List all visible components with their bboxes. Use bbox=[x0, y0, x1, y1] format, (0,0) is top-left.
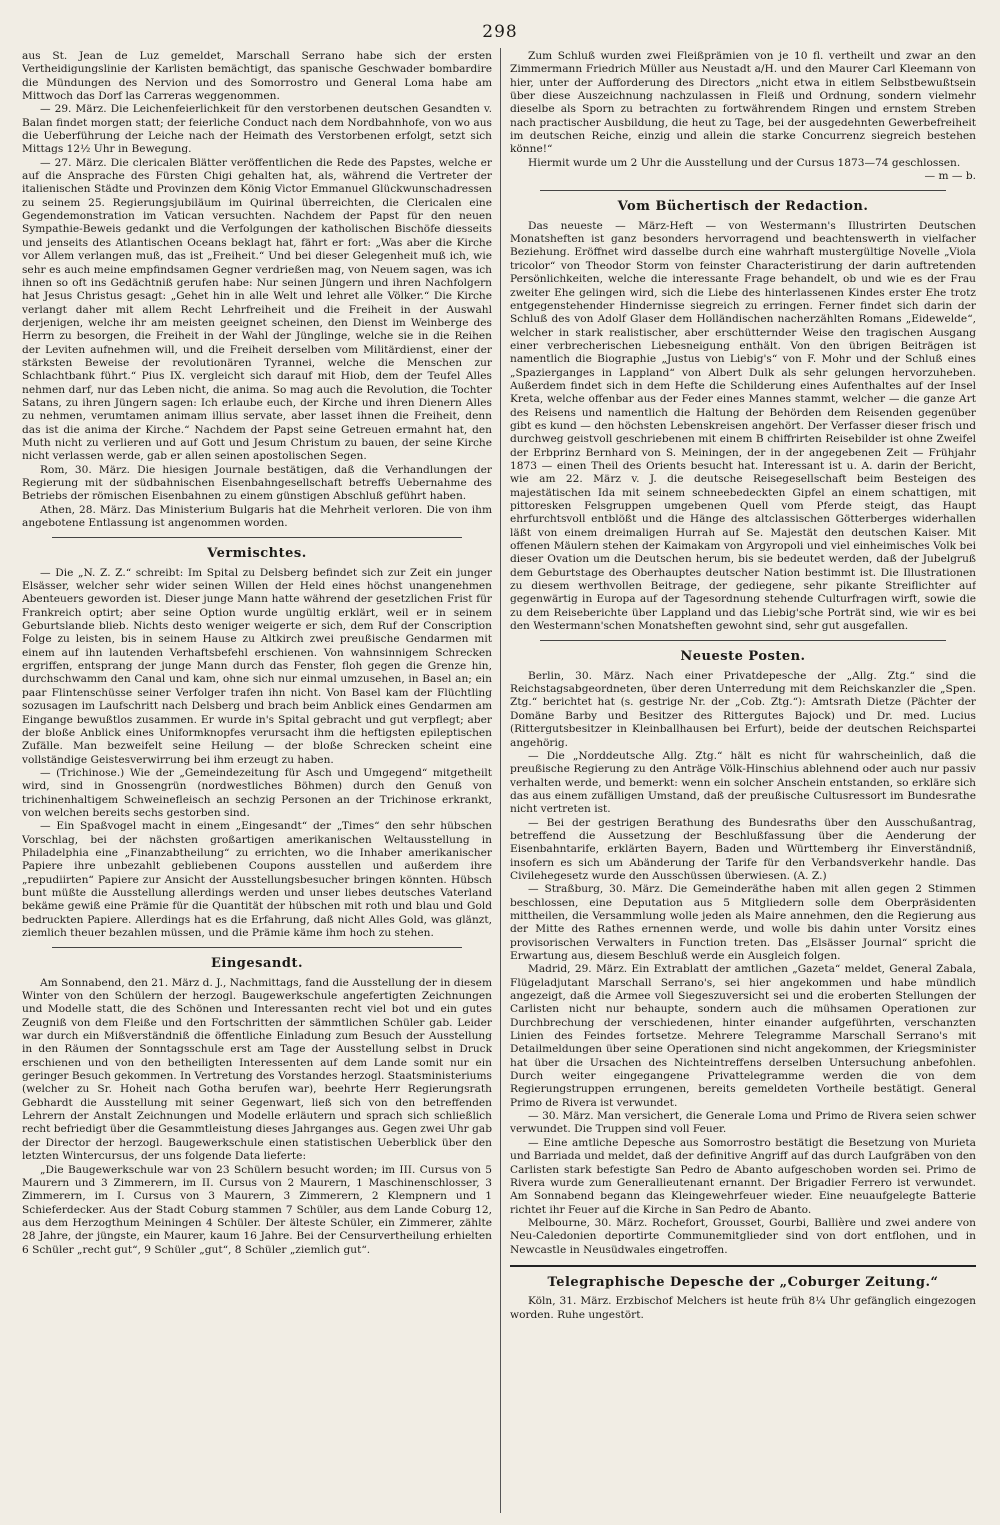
section-heading-vermischtes: Vermischtes. bbox=[207, 546, 307, 562]
article-paragraph: Das neueste — März-Heft — von Westermann's Illustrirten Deutschen Monatsheften ist ganz besonders hervorragend und beachtenswerth in vielfacher Beziehung. Eröffnet wird dasselbe durch eine wahrhaft mustergültige Novelle „Viola tricolor“ von Theodor Storm von feinster Characteristirung der darin auftretenden Persönlichkeiten, welche die interessante Frage behandelt, ob und wie es der Frau zweiter Ehe gelingen wird, sich die Liebe des hinterlassenen Kindes erster Ehe trotz entgegenstehender Hindernisse siegreich zu erringen. Ferner findet sich darin der Schluß des von Adolf Glaser dem Holländischen nacherzählten Romans „Eidewelde“, welcher in stark realistischer, aber erschütternder Weise den tragischen Ausgang einer verbrecherischen Liebesneigung enthält. Von den übrigen Beiträgen ist namentlich die Biographie „Justus von Liebig's“ von F. Mohr und der Schluß eines „Spazierganges in Lappland“ von Albert Dulk als sehr gelungen hervorzuheben. Außerdem findet sich in dem Hefte die Schilderung eines Aufenthaltes auf der Insel Kreta, welche offenbar aus der Feder eines Mannes stammt, welcher — die ganze Art des Reisens und namentlich die Haltung der Behörden dem Reisenden gegenüber gibt es kund — den höchsten Lebenskreisen angehört. Der Verfasser dieser frisch und durchweg geistvoll geschriebenen mit einem B chiffrirten Reisebilder ist ohne Zweifel der Erbprinz Bernhard von S. Meiningen, der in der angegebenen Zeit — Frühjahr 1873 — einen Theil des Orients besucht hat. Interessant ist u. A. darin der Bericht, wie am 22. März v. J. die deutsche Reisegesellschaft beim Besteigen des majestätischen Ida mit seinem schneebedeckten Gipfel an einem schattigen, mit pittoresken Felsgruppen umgebenen Quell vom Pferde steigt, das Haupt ehrfurchtsvoll entblößt und die Hänge des altclassischen Götterberges widerhallen läßt von einem dreimaligen Hurrah auf Se. Majestät den deutschen Kaiser. Mit offenen Mäulern stehen der Kaimakam von Argyropoli und viel einheimisches Volk bei dieser Ovation um die Deutschen herum, bis sie bedeutet werden, daß der Jubelgruß dem Geburtstage des Oberhauptes deutscher Nation bestimmt ist. Die Illustrationen zu diesem werthvollen Beitrage, der gediegene, sehr pikante Streiflichter auf gegenwärtig in Europa auf der Tagesordnung stehende Culturfragen wirft, sowie die zu dem Reiseberichte über Lappland und das Liebig'sche Porträt sind, wie wir es bei den Westermann'schen Monatsheften gewohnt sind, sehr gut ausgefallen. bbox=[510, 219, 976, 633]
left-column bbox=[22, 50, 492, 1512]
article-paragraph: „Die Baugewerkschule war von 23 Schülern besucht worden; im III. Cursus von 5 Maurern und 3 Zimmerern, im II. Cursus von 2 Maurern, 1 Maschinenschlosser, 3 Zimmerern, im I. Cursus von 3 Maurern, 3 Zimmerern, 2 Klempnern und 1 Schieferdecker. Aus der Stadt Coburg stammen 7 Schüler, aus dem Lande Coburg 12, aus dem Herzogthum Meiningen 4 Schüler. Der älteste Schüler, ein Zimmerer, zählte 28 Jahre, der jüngste, ein Maurer, kaum 16 Jahre. Bei der Censurvertheilung erhielten 6 Schüler „recht gut“, 9 Schüler „gut“, 8 Schüler „ziemlich gut“. bbox=[22, 1163, 492, 1256]
column-divider bbox=[500, 48, 501, 1513]
right-column bbox=[510, 50, 976, 1512]
article-paragraph: Am Sonnabend, den 21. März d. J., Nachmittags, fand die Ausstellung der in diesem Winter von den Schülern der herzogl. Baugewerkschule angefertigten Zeichnungen und Modelle statt, die des Schönen und Interessanten recht viel bot und ein gutes Zeugniß von dem Fleiße und den Fortschritten der sämmtlichen Schüler gab. Leider war durch ein Mißverständniß die öffentliche Einladung zum Besuch der Ausstellung in den Räumen der Sonntagsschule erst am Tage der Ausstellung selbst in Druck erschienen und von den betheiligten Interessenten auf dem Lande somit nur ein geringer Besuch gekommen. In Vertretung des Vorstandes herzogl. Staatsministeriums (welcher zu Sr. Hoheit nach Gotha berufen war), beehrte Herr Regierungsrath Gebhardt die Ausstellung mit seiner Gegenwart, ließ sich von den betreffenden Lehrern der Anstalt Zeichnungen und Modelle erläutern und sprach sich schließlich recht befriedigt über die Gesammtleistung dieses Jahrganges aus. Gegen zwei Uhr gab der Director der herzogl. Baugewerkschule einen statistischen Ueberblick über den letzten Wintercursus, der uns folgende Data lieferte: bbox=[22, 976, 492, 1163]
article-paragraph: aus St. Jean de Luz gemeldet, Marschall Serrano habe sich der ersten Vertheidigungslinie der Karlisten bemächtigt, das spanische Geschwader bombardire die Mündungen des Nervion und des Somorrostro und General Loma habe am Mittwoch das Dorf las Carreras weggenommen. bbox=[22, 50, 492, 103]
article-paragraph: Melbourne, 30. März. Rochefort, Grousset, Gourbi, Ballière und zwei andere von Neu-Caledonien deportirte Communemitglieder sind von dort entflohen, und in Newcastle in Neusüdwales eingetroffen. bbox=[510, 1216, 976, 1256]
article-paragraph: — Ein Spaßvogel macht in einem „Eingesandt“ der „Times“ den sehr hübschen Vorschlag, bei der nächsten großartigen amerikanischen Weltausstellung in Philadelphia eine „Finanzabtheilung“ zu errichten, wo die Inhaber amerikanischer Papiere ihre unbezahlt gebliebenen Coupons ausstellen und außerdem ihre „repudiirten“ Papiere zur Ansicht der Ausstellungsbesucher bringen könnten. Hübsch bunt müßte die Ausstellung allerdings werden und unser liebes deutsches Vaterland bekäme gewiß eine Prämie für die Quantität der hübschen mit roth und blau und Gold bedruckten Papiere. Allerdings hat es die Erfahrung, daß nicht Alles Gold, was glänzt, ziemlich theuer bezahlen müssen, und die Prämie käme ihm hoch zu stehen. bbox=[22, 820, 492, 939]
section-rule bbox=[540, 640, 946, 641]
article-paragraph: — (Trichinose.) Wie der „Gemeindezeitung für Asch und Umgegend“ mitgetheilt wird, sind in Gnossengrün (nordwestliches Böhmen) durch den Genuß von trichinenhaltigem Schweinefleisch an sechzig Personen an der Trichinose erkrankt, von welchen bereits sechs gestorben sind. bbox=[22, 766, 492, 819]
page-number: 298 bbox=[482, 22, 518, 42]
article-paragraph: — Eine amtliche Depesche aus Somorrostro bestätigt die Besetzung von Murieta und Barriada und meldet, daß der definitive Angriff auf das durch Laufgräben von den Carlisten stark befestigte San Pedro de Abanto aufgeschoben worden sei. Primo de Rivera wurde zum Generallieutenant ernannt. Der Brigadier Ferrero ist verwundet. Am Sonnabend begann das Kleingewehrfeuer wieder. Eine neuaufgelegte Batterie richtet ihr Feuer auf die Kirche in San Pedro de Abanto. bbox=[510, 1136, 976, 1216]
article-paragraph: Madrid, 29. März. Ein Extrablatt der amtlichen „Gazeta“ meldet, General Zabala, Flügeladjutant Marschall Serrano's, sei hier angekommen und habe mündlich angezeigt, daß die Armee voll Siegeszuversicht sei und die eroberten Stellungen der Carlisten nicht nur behaupte, sondern auch die mühsamen Operationen zur Durchbrechung der verschiedenen, hinter einander aufgeführten, verschanzten Linien des Feindes fortsetze. Mehrere Telegramme Marschall Serrano's mit Detailmeldungen über seine Operationen sind nicht angekommen, der Kriegsminister hat über die Ursachen des Nichteintreffens derselben Untersuchung anbefohlen. Durch weiter eingegangene Privattelegramme werden die von dem Regierungstruppen errungenen, bereits gemeldeten Vortheile bestätigt. General Primo de Rivera ist verwundet. bbox=[510, 963, 976, 1109]
section-rule bbox=[540, 190, 946, 191]
article-paragraph: Hiermit wurde um 2 Uhr die Ausstellung und der Cursus 1873—74 geschlossen. bbox=[528, 156, 961, 169]
section-heading-telegraphische-depesche: Telegraphische Depesche der „Coburger Zeitung.“ bbox=[547, 1274, 939, 1290]
author-signature: — m — b. bbox=[924, 170, 976, 183]
article-paragraph: — 29. März. Die Leichenfeierlichkeit für den verstorbenen deutschen Gesandten v. Balan findet morgen statt; der feierliche Conduct nach dem Nordbahnhofe, von wo aus die Ueberführung der Leiche nach der Heimath des Verstorbenen erfolgt, setzt sich Mittags 12½ Uhr in Bewegung. bbox=[22, 103, 492, 156]
article-paragraph: Rom, 30. März. Die hiesigen Journale bestätigen, daß die Verhandlungen der Regierung mit der südbahnischen Eisenbahngesellschaft betreffs Uebernahme des Betriebs der römischen Eisenbahnen zu einem günstigen Abschluß geführt haben. bbox=[22, 463, 492, 503]
article-paragraph: — Die „N. Z. Z.“ schreibt: Im Spital zu Delsberg befindet sich zur Zeit ein junger Elsässer, welcher sehr wider seinen Willen der Held eines höchst unangenehmen Abenteuers geworden ist. Dieser junge Mann hatte während der gesetzlichen Frist für Frankreich optirt; aber seine Option wurde ungültig erklärt, weil er in seinem Geburtslande blieb. Nichts desto weniger weigerte er sich, dem Ruf der Conscription Folge zu leisten, bis in seinem Hause zu Altkirch zwei preußische Gendarmen mit einem auf ihn lautenden Verhaftsbefehl erschienen. Von wahnsinnigem Schrecken ergriffen, entsprang der junge Mann durch das Fenster, floh gegen die Grenze hin, durchschwamm den Canal und kam, ohne sich nur einmal umzusehen, in Basel an; ein paar Flintenschüsse seiner Verfolger trafen ihn nicht. Von Basel kam der Flüchtling sozusagen im Laufschritt nach Delsberg und brach beim Anblick eines Gendarmen am Eingange bewußtlos zusammen. Er wurde in's Spital gebracht und gut verpflegt; aber der bloße Anblick eines Uniformknopfes verursacht ihm die heftigsten epileptischen Zufälle. Man bezweifelt seine Heilung — der bloße Schrecken scheint eine vollständige Geistesverwirrung bei ihm erzeugt zu haben. bbox=[22, 566, 492, 766]
section-rule bbox=[52, 947, 462, 948]
article-paragraph: — Straßburg, 30. März. Die Gemeinderäthe haben mit allen gegen 2 Stimmen beschlossen, eine Deputation aus 5 Mitgliedern solle dem Oberpräsidenten mittheilen, die Versammlung wolle jeden als Maire annehmen, den die Regierung aus der Mitte des Rathes ernennen werde, und wolle bis dahin unter Vorsitz eines provisorischen Verwalters in Function treten. Das „Elsässer Journal“ spricht die Erwartung aus, diesem Beschluß werde ein Ausgleich folgen. bbox=[510, 883, 976, 962]
article-paragraph: Zum Schluß wurden zwei Fleißprämien von je 10 fl. vertheilt und zwar an den Zimmermann Friedrich Müller aus Neustadt a/H. und den Maurer Carl Kleemann von hier, unter der Aufforderung des Directors „nicht etwa in eitlem Selbstbewußtsein über diese Auszeichnung nachzulassen in Fleiß und Ordnung, sondern vielmehr dieselbe als Sporn zu betrachten zu fortwährendem Ringen und ernstem Streben nach practischer Ausbildung, die heut zu Tage, bei der ausgedehnten Gewerbefreiheit im deutschen Reiche, einzig und allein die starke Concurrenz siegreich bestehen könne!“ bbox=[510, 50, 976, 156]
article-paragraph: Berlin, 30. März. Nach einer Privatdepesche der „Allg. Ztg.“ sind die Reichstagsabgeordneten, über deren Unterredung mit dem Reichskanzler die „Spen. Ztg.“ berichtet hat (s. gestrige Nr. der „Cob. Ztg.“): Amtsrath Dietze (Pächter der Domäne Barby und Besitzer des Rittergutes Bajock) und Dr. med. Lucius (Rittergutsbesitzer in Kleinballhausen bei Erfurt), beide der deutschen Reichspartei angehörig. bbox=[510, 669, 976, 749]
section-rule bbox=[52, 537, 462, 538]
article-paragraph: — 30. März. Man versichert, die Generale Loma und Primo de Rivera seien schwer verwundet. Die Truppen sind voll Feuer. bbox=[510, 1110, 976, 1136]
section-heading-neueste-posten: Neueste Posten. bbox=[680, 649, 806, 665]
section-heading-eingesandt: Eingesandt. bbox=[211, 956, 303, 972]
section-heading-buechertisch: Vom Büchertisch der Redaction. bbox=[617, 199, 869, 215]
article-paragraph: — Die „Norddeutsche Allg. Ztg.“ hält es nicht für wahrscheinlich, daß die preußische Regierung zu den Anträge Völk-Hinschius ablehnend oder auch nur passiv verhalten werde, und bemerkt: wenn ein solcher Anschein entstanden, so erkläre sich das aus einem zufälligen Umstand, daß der preußische Cultusressort im Bundesrathe nicht vertreten ist. bbox=[510, 749, 976, 816]
article-paragraph: — 27. März. Die clericalen Blätter veröffentlichen die Rede des Papstes, welche er auf die Ansprache des Fürsten Chigi gehalten hat, als, während die Vertreter der italienischen Städte und Provinzen dem König Victor Emmanuel Glückwunschadressen zu seinem 25. Regierungsjubiläum im Quirinal überreichten, die Clericalen eine Gegendemonstration im Vatican versuchten. Nachdem der Papst für den neuen Sympathie-Beweis gedankt und die Verfolgungen der katholischen Bischöfe diesseits und jenseits des Atlantischen Oceans beklagt hat, fährt er fort: „Was aber die Kirche vor Allem verlangen muß, das ist „Freiheit.“ Und bei dieser Gelegenheit muß ich, wie sehr es auch meine empfindsamen Gegner verdrießen mag, von Neuem sagen, was ich ihnen so oft ins Gedächtniß gerufen habe: Nur seinen Jüngern und ihren Nachfolgern hat Jesus Christus gesagt: „Gehet hin in alle Welt und lehret alle Völker.“ Die Kirche verlangt daher mit allem Recht Lehrfreiheit und die Freiheit in der Auswahl derjenigen, welche ihr am meisten geeignet scheinen, den Dienst im Weinberge des Herrn zu besorgen, die Freiheit in der Wahl der Jünglinge, welche sie in die Reihen der Leviten aufnehmen will, und die Freiheit derselben vom Militärdienst, einer der stärksten Beweise der revolutionären Tyrannei, welche die Menschen zur Schlachtbank führt.“ Pius IX. vergleicht sich darauf mit Hiob, dem der Teufel Alles nehmen darf, nur das Leben nicht, die anima. So mag auch die Revolution, die Tochter Satans, zu ihren Jüngern sagen: Ich erlaube euch, der Kirche und ihren Dienern Alles zu nehmen, verumtamen animam illius servate, aber lasset ihnen die Freiheit, denn das ist die anima der Kirche.“ Nachdem der Papst seine Getreuen ermahnt hat, den Muth nicht zu verlieren und auf Gott und Jesum Christum zu bauen, der seine Kirche nicht verlassen werde, gab er allen seinen apostolischen Segen. bbox=[22, 156, 492, 463]
section-rule bbox=[510, 1265, 976, 1267]
article-paragraph: Athen, 28. März. Das Ministerium Bulgaris hat die Mehrheit verloren. Die von ihm angebotene Entlassung ist angenommen worden. bbox=[22, 503, 492, 530]
article-paragraph: Köln, 31. März. Erzbischof Melchers ist heute früh 8¼ Uhr gefänglich eingezogen worden. Ruhe ungestört. bbox=[510, 1295, 976, 1321]
article-paragraph: — Bei der gestrigen Berathung des Bundesraths über den Ausschußantrag, betreffend die Aussetzung der Beschlußfassung über die Aenderung der Eisenbahntarife, erklärten Bayern, Baden und Württemberg ihr Einverständniß, insofern es sich um Abänderung der Tarife für den Verbandsverkehr handle. Das Civilehegesetz wurde den Ausschüssen überwiesen. (A. Z.) bbox=[510, 816, 976, 882]
